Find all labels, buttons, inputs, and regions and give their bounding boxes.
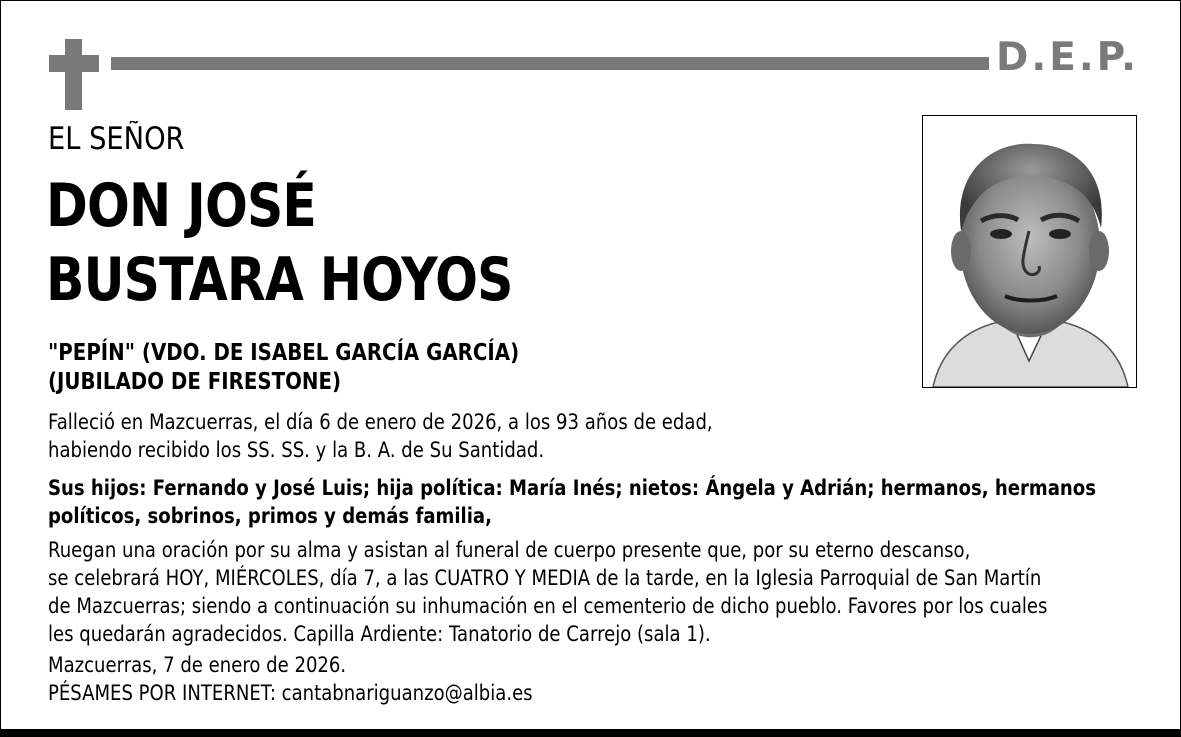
death-notice-line-2: habiendo recibido los SS. SS. y la B. A. de Su Santidad. (48, 438, 545, 463)
funeral-line-1: Ruegan una oración por su alma y asistan al funeral de cuerpo presente que, por su eterno descanso, (48, 538, 971, 563)
header-rule (111, 57, 989, 70)
funeral-line-4: les quedarán agradecidos. Capilla Ardiente: Tanatorio de Carrejo (sala 1). (48, 622, 711, 647)
name-line-1: DON JOSÉ (46, 171, 317, 241)
alias-line-1: "PEPÍN" (VDO. DE ISABEL GARCÍA GARCÍA) (48, 340, 520, 366)
death-notice (48, 409, 713, 465)
name-line-2: BUSTARA HOYOS (46, 245, 513, 315)
dep-label: D.E.P. (996, 35, 1139, 80)
condolences-line[interactable]: PÉSAMES POR INTERNET: cantabnariguanzo@albia.es (48, 681, 533, 706)
portrait-photo (922, 115, 1137, 388)
death-notice-line-1: Falleció en Mazcuerras, el día 6 de enero de 2026, a los 93 años de edad, (48, 410, 713, 435)
funeral-details (48, 537, 1047, 649)
funeral-line-3: de Mazcuerras; siendo a continuación su inhumación en el cementerio de dicho pueblo. Favores por los cuales (48, 594, 1048, 619)
alias-line-2: (JUBILADO DE FIRESTONE) (48, 369, 342, 395)
family-list (48, 475, 1096, 531)
place-date: Mazcuerras, 7 de enero de 2026. (48, 653, 347, 678)
deceased-name (46, 169, 513, 317)
footer-block (48, 652, 533, 708)
intro-title: EL SEÑOR (48, 121, 185, 157)
family-line-1: Sus hijos: Fernando y José Luis; hija política: María Inés; nietos: Ángela y Adrián; hermanos, hermanos (48, 476, 1096, 501)
funeral-line-2: se celebrará HOY, MIÉRCOLES, día 7, a las CUATRO Y MEDIA de la tarde, en la Iglesia Parroquial de San Martín (48, 566, 1042, 591)
family-line-2: políticos, sobrinos, primos y demás familia, (48, 504, 492, 529)
alias-block (48, 339, 519, 397)
cross-icon (49, 39, 99, 110)
bottom-border (1, 729, 1180, 736)
